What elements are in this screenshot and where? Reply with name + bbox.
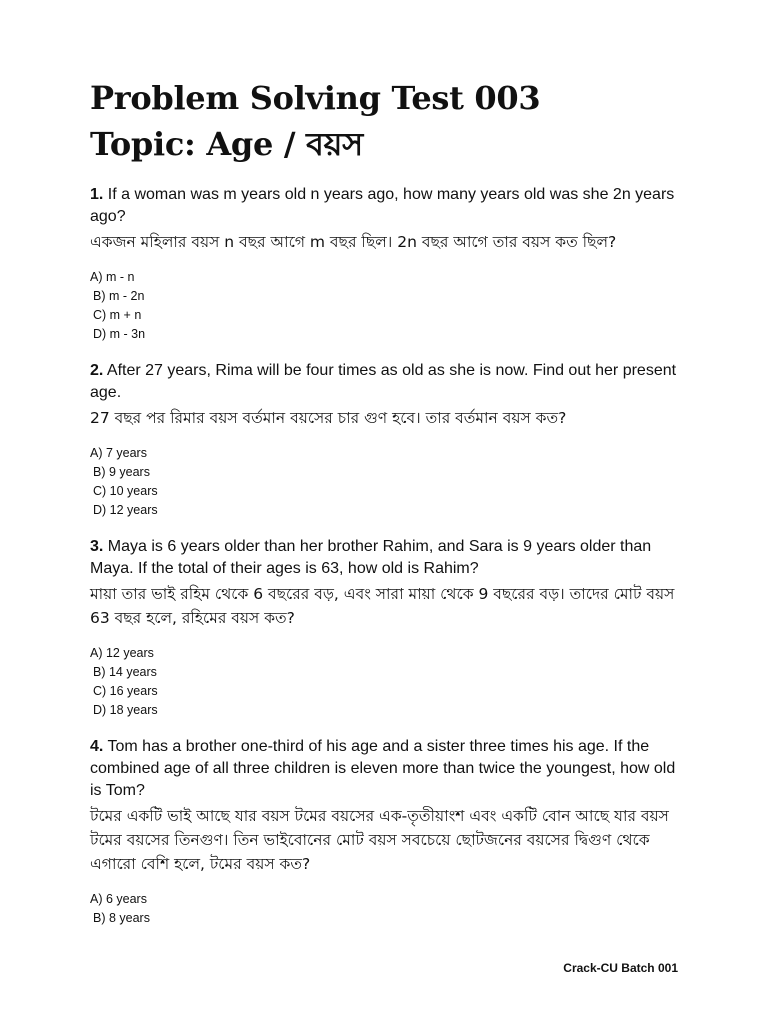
option-b: B) m - 2n — [93, 289, 145, 303]
question-text-bn: 27 বছর পর রিমার বয়স বর্তমান বয়সের চার গুণ হবে। তার বর্তমান বয়স কত? — [90, 409, 567, 427]
question-text-en — [90, 736, 690, 802]
question-body: After 27 years, Rima will be four times as old as she is now. Find out her present age. — [90, 362, 677, 401]
question-number: 1. — [90, 186, 104, 203]
question-4 — [90, 736, 690, 928]
option-a: A) 12 years — [90, 646, 154, 660]
option-c: C) 10 years — [93, 484, 158, 498]
question-body: Tom has a brother one-third of his age and a sister three times his age. If the combined age of all three children is eleven more than twice the youngest, how old is Tom? — [90, 738, 676, 799]
option-d: D) 18 years — [93, 703, 158, 717]
question-number: 3. — [90, 538, 104, 555]
option-b: B) 14 years — [93, 665, 157, 679]
option-c: C) 16 years — [93, 684, 158, 698]
option-a: A) 6 years — [90, 892, 147, 906]
question-2 — [90, 360, 690, 520]
options-list — [90, 268, 690, 344]
question-number: 4. — [90, 738, 104, 755]
footer-label: Crack-CU Batch 001 — [563, 961, 678, 975]
options-list — [90, 444, 690, 520]
options-list — [90, 890, 690, 928]
options-list — [90, 644, 690, 720]
option-d: D) 12 years — [93, 503, 158, 517]
option-a: A) 7 years — [90, 446, 147, 460]
option-b: B) 8 years — [93, 911, 150, 925]
question-body: Maya is 6 years older than her brother Rahim, and Sara is 9 years older than Maya. If the total of their ages is 63, how old is Rahim? — [90, 538, 652, 577]
page-title: Problem Solving Test 003 — [90, 79, 541, 117]
option-c: C) m + n — [93, 308, 142, 322]
option-b: B) 9 years — [93, 465, 150, 479]
question-text-bn: টমের একটি ভাই আছে যার বয়স টমের বয়সের এক-তৃতীয়াংশ এবং একটি বোন আছে যার বয়স টমের বয়সের তিনগুণ। তিন ভাইবোনের মোট বয়স সবচেয়ে ছোটজনের বয়সের দ্বিগুণ থেকে এগারো বেশি হলে, টমের বয়স কত? — [90, 807, 669, 873]
option-d: D) m - 3n — [93, 327, 146, 341]
question-3 — [90, 536, 690, 720]
option-a: A) m - n — [90, 270, 135, 284]
question-text-bn: একজন মহিলার বয়স n বছর আগে m বছর ছিল। 2n বছর আগে তার বয়স কত ছিল? — [90, 233, 617, 251]
question-list — [90, 184, 690, 928]
question-body: If a woman was m years old n years ago, how many years old was she 2n years ago? — [90, 186, 675, 225]
document-page — [90, 78, 690, 928]
question-text-bn: মায়া তার ভাই রহিম থেকে 6 বছরের বড়, এবং সারা মায়া থেকে 9 বছরের বড়। তাদের মোট বয়স 63 বছর হলে, রহিমের বয়স কত? — [90, 585, 675, 627]
question-1 — [90, 184, 690, 344]
topic-heading: Topic: Age / বয়স — [90, 125, 363, 163]
question-text-en — [90, 536, 690, 580]
question-number: 2. — [90, 362, 104, 379]
question-text-en — [90, 360, 690, 404]
question-text-en — [90, 184, 690, 228]
